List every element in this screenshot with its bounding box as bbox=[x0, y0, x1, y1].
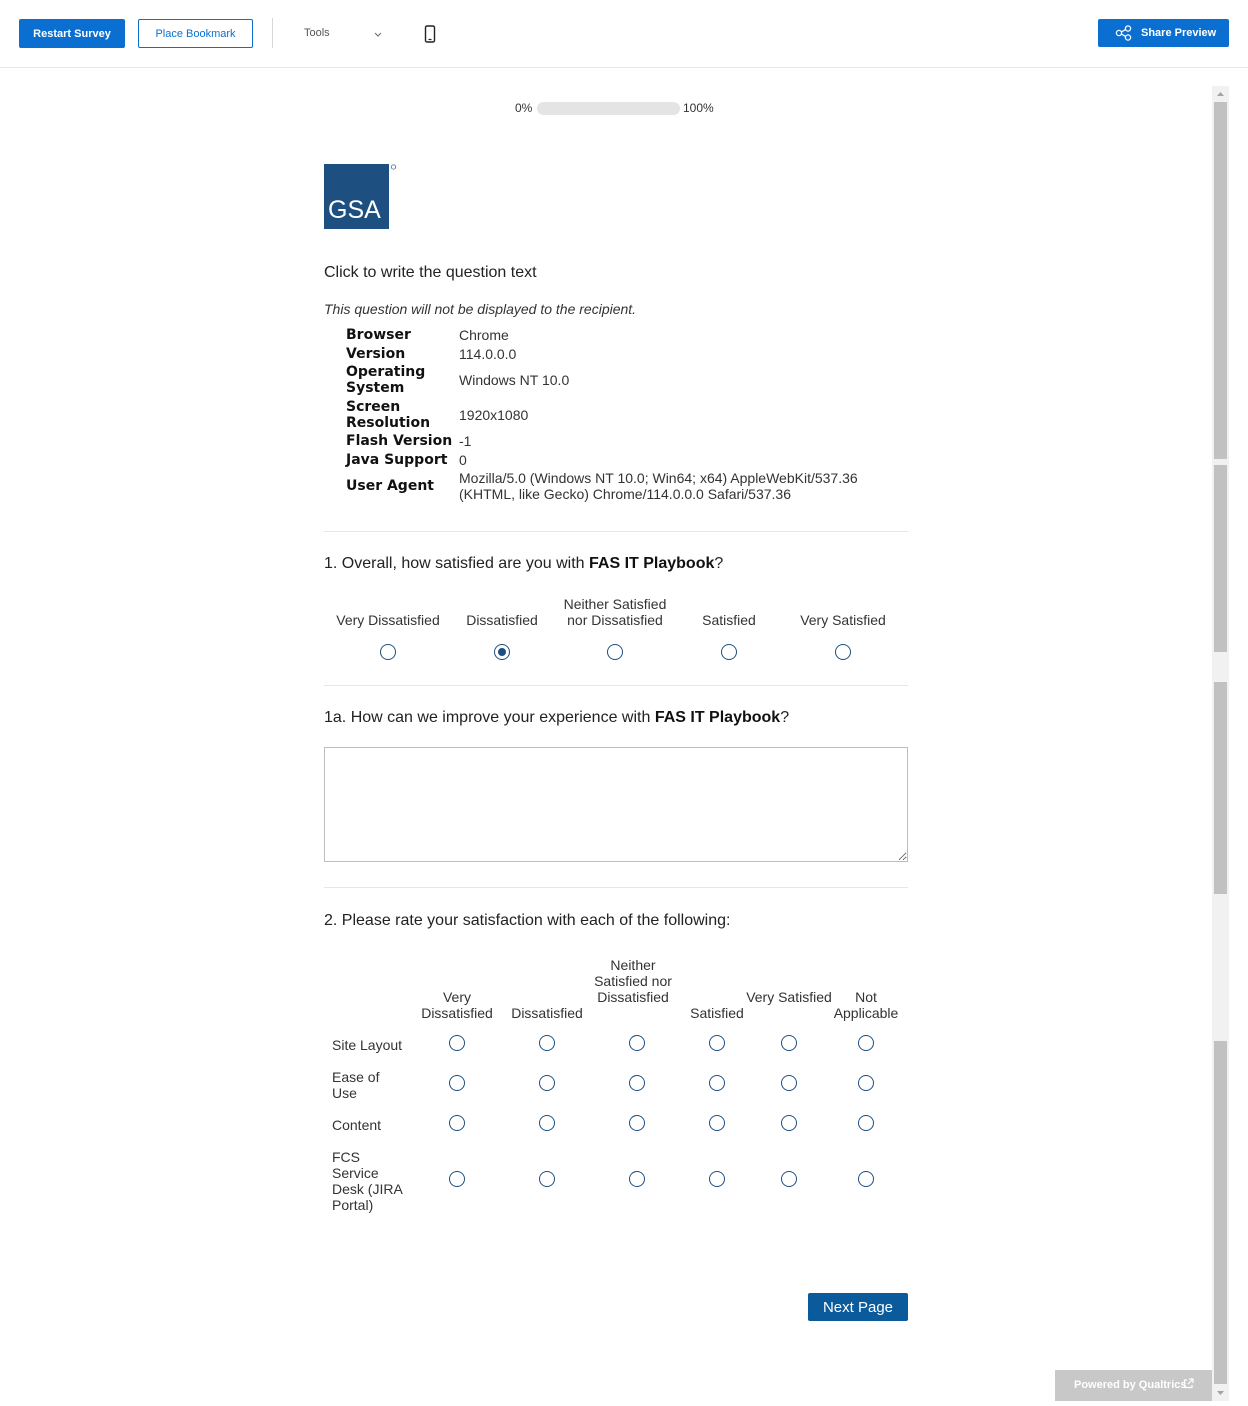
q1a-suffix: ? bbox=[780, 709, 790, 726]
powered-by-qualtrics-link[interactable] bbox=[1055, 1370, 1212, 1401]
meta-label-browser: Browser bbox=[346, 327, 411, 343]
scroll-down-arrow-icon[interactable] bbox=[1212, 1385, 1229, 1401]
question-separator bbox=[324, 531, 908, 532]
q2-radio[interactable] bbox=[858, 1035, 874, 1051]
meta-value-screen-resolution: 1920x1080 bbox=[459, 407, 529, 423]
meta-label-version: Version bbox=[346, 346, 406, 362]
next-page-button[interactable]: Next Page bbox=[808, 1293, 908, 1321]
q1-radio-very-dissatisfied[interactable] bbox=[380, 644, 396, 660]
q2-radio[interactable] bbox=[781, 1115, 797, 1131]
meta-label-operating-system: Operating System bbox=[346, 364, 426, 396]
q2-radio[interactable] bbox=[629, 1171, 645, 1187]
q2-column-header: Very Dissatisfied bbox=[421, 989, 493, 1021]
scroll-up-arrow-icon[interactable] bbox=[1212, 86, 1229, 102]
meta-value-user-agent: Mozilla/5.0 (Windows NT 10.0; Win64; x64) AppleWebKit/537.36 (KHTML, like Gecko) Chrome/114.0.0.0 Safari/537.36 bbox=[459, 470, 858, 502]
q2-radio[interactable] bbox=[449, 1115, 465, 1131]
meta-label-screen-resolution: Screen Resolution bbox=[346, 399, 431, 431]
meta-question-text[interactable]: Click to write the question text bbox=[324, 264, 537, 281]
q2-radio[interactable] bbox=[629, 1115, 645, 1131]
q1-radio-neither[interactable] bbox=[607, 644, 623, 660]
q1-option-label: Neither Satisfied nor Dissatisfied bbox=[563, 596, 667, 628]
q2-row-label-site-layout: Site Layout bbox=[332, 1037, 403, 1053]
chevron-down-icon bbox=[374, 29, 382, 41]
preview-toolbar bbox=[0, 0, 1248, 68]
progress-bar bbox=[512, 100, 732, 118]
q2-radio[interactable] bbox=[709, 1075, 725, 1091]
q2-column-header: Dissatisfied bbox=[511, 1005, 583, 1021]
progress-start-label: 0% bbox=[515, 101, 533, 115]
q1a-prefix: 1a. How can we improve your experience with bbox=[324, 709, 655, 726]
question-separator bbox=[324, 887, 908, 888]
q2-radio[interactable] bbox=[539, 1035, 555, 1051]
q2-radio[interactable] bbox=[781, 1035, 797, 1051]
q1-radio-satisfied[interactable] bbox=[721, 644, 737, 660]
q2-radio[interactable] bbox=[539, 1075, 555, 1091]
restart-survey-button[interactable]: Restart Survey bbox=[19, 19, 125, 48]
meta-value-java-support: 0 bbox=[459, 452, 467, 468]
meta-value-operating-system: Windows NT 10.0 bbox=[459, 372, 570, 388]
tools-dropdown[interactable] bbox=[296, 20, 388, 46]
q1-radio-dissatisfied[interactable] bbox=[494, 644, 510, 660]
share-preview-label: Share Preview bbox=[1141, 27, 1217, 39]
q2-column-header: Neither Satisfied nor Dissatisfied bbox=[594, 957, 672, 1005]
meta-value-browser: Chrome bbox=[459, 327, 509, 343]
q1-prefix: 1. Overall, how satisfied are you with bbox=[324, 555, 590, 572]
q2-radio[interactable] bbox=[709, 1115, 725, 1131]
q2-column-header: Satisfied bbox=[690, 1005, 744, 1021]
q1a-feedback-textarea[interactable] bbox=[324, 747, 908, 862]
progress-track bbox=[537, 102, 680, 115]
q1-option-label: Very Satisfied bbox=[800, 612, 886, 628]
meta-label-user-agent: User Agent bbox=[346, 478, 434, 494]
q2-radio[interactable] bbox=[858, 1171, 874, 1187]
gsa-logo bbox=[324, 164, 397, 229]
scroll-track-segment bbox=[1214, 465, 1227, 652]
q2-row-label-ease-of-use: Ease of Use bbox=[332, 1069, 380, 1101]
q2-radio[interactable] bbox=[781, 1075, 797, 1091]
scroll-track-segment bbox=[1214, 682, 1227, 894]
meta-value-flash-version: -1 bbox=[459, 433, 472, 449]
meta-label-java-support: Java Support bbox=[346, 452, 448, 468]
q2-row-label-content: Content bbox=[332, 1117, 382, 1133]
q2-column-header: Very Satisfied bbox=[746, 989, 832, 1005]
hidden-question-note: This question will not be displayed to the recipient. bbox=[324, 301, 637, 317]
external-link-icon bbox=[1183, 1378, 1194, 1392]
scroll-track-segment bbox=[1214, 1041, 1227, 1384]
q1a-text bbox=[324, 709, 789, 727]
share-preview-button[interactable] bbox=[1098, 19, 1229, 47]
q2-radio[interactable] bbox=[449, 1075, 465, 1091]
q1-option-label: Dissatisfied bbox=[466, 612, 538, 628]
powered-by-label: Powered by Qualtrics bbox=[1074, 1379, 1187, 1391]
q2-column-header: Not Applicable bbox=[833, 989, 899, 1021]
q1a-product-name: FAS IT Playbook bbox=[654, 709, 781, 726]
tools-label: Tools bbox=[304, 27, 330, 39]
q2-radio[interactable] bbox=[629, 1075, 645, 1091]
q1-option-label: Satisfied bbox=[702, 612, 756, 628]
toolbar-divider bbox=[272, 18, 273, 48]
q2-radio[interactable] bbox=[709, 1035, 725, 1051]
q2-radio[interactable] bbox=[781, 1171, 797, 1187]
q2-text: 2. Please rate your satisfaction with each of the following: bbox=[324, 912, 731, 929]
q2-radio[interactable] bbox=[449, 1171, 465, 1187]
q1-text bbox=[324, 555, 723, 573]
q1-option-label: Very Dissatisfied bbox=[336, 612, 440, 628]
place-bookmark-button[interactable]: Place Bookmark bbox=[138, 19, 253, 48]
q2-radio[interactable] bbox=[629, 1035, 645, 1051]
q2-radio[interactable] bbox=[709, 1171, 725, 1187]
meta-label-flash-version: Flash Version bbox=[346, 433, 453, 449]
q2-radio[interactable] bbox=[539, 1171, 555, 1187]
share-icon bbox=[1115, 25, 1133, 44]
scroll-thumb[interactable] bbox=[1214, 102, 1227, 459]
question-separator bbox=[324, 685, 908, 686]
mobile-phone-icon[interactable] bbox=[421, 24, 439, 46]
logo-text: GSA bbox=[328, 196, 381, 224]
q2-radio[interactable] bbox=[539, 1115, 555, 1131]
q2-radio[interactable] bbox=[449, 1035, 465, 1051]
progress-end-label: 100% bbox=[683, 101, 714, 115]
q2-radio[interactable] bbox=[858, 1115, 874, 1131]
q1-suffix: ? bbox=[714, 555, 724, 572]
q2-radio[interactable] bbox=[858, 1075, 874, 1091]
q1-product-name: FAS IT Playbook bbox=[589, 555, 715, 572]
meta-value-version: 114.0.0.0 bbox=[459, 346, 517, 362]
q1-radio-very-satisfied[interactable] bbox=[835, 644, 851, 660]
scrollbar[interactable] bbox=[1212, 86, 1229, 1401]
q2-row-label-fcs-service-desk: FCS Service Desk (JIRA Portal) bbox=[332, 1149, 403, 1213]
